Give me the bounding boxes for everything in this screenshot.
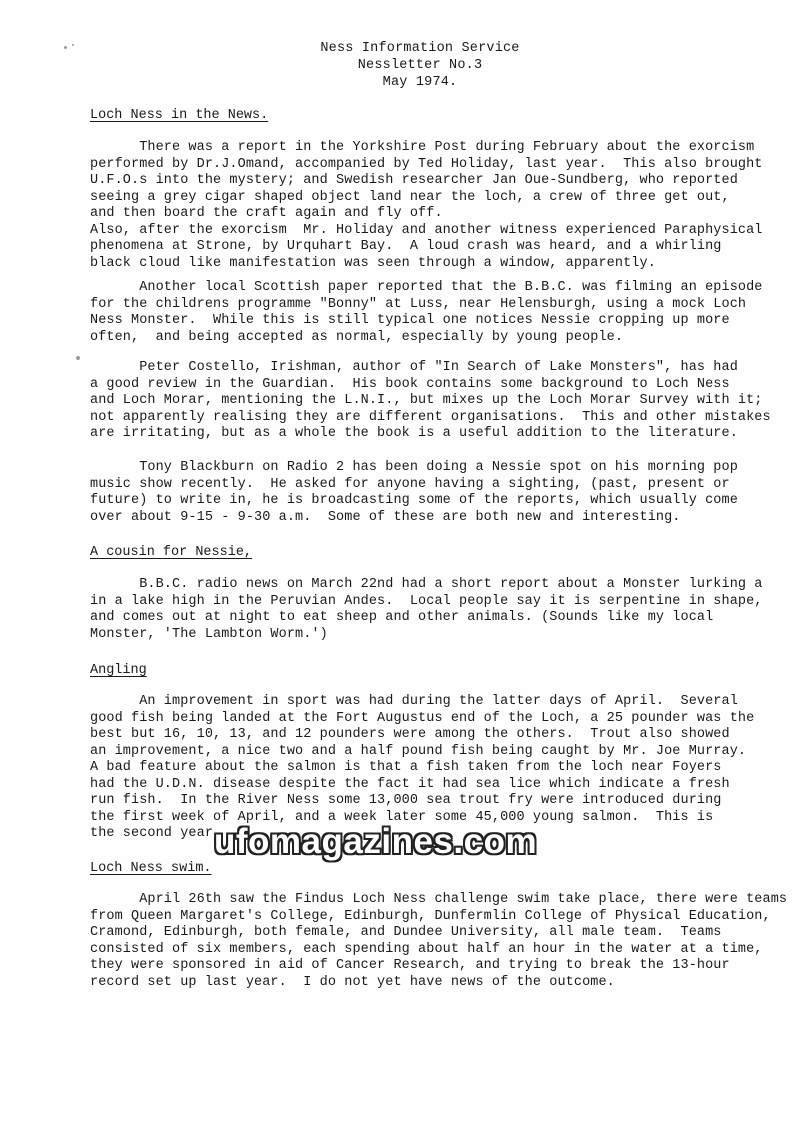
text-line: over about 9-15 - 9-30 a.m. Some of these are both new and interesting.: [90, 509, 681, 525]
header-issue: Nessletter No.3: [357, 58, 483, 73]
text-line: future) to write in, he is broadcasting some of the reports, which usually come: [90, 493, 738, 508]
paragraph-radio-2: [90, 460, 790, 526]
text-line: There was a report in the Yorkshire Post during February about the exorcism: [90, 140, 755, 155]
text-line: April 26th saw the Findus Loch Ness challenge swim take place, there were teams: [90, 892, 788, 907]
text-line: B.B.C. radio news on March 22nd had a short report about a Monster lurking a: [90, 577, 763, 592]
text-line: an improvement, a nice two and a half pound fish being caught by Mr. Joe Murray.: [90, 743, 747, 759]
text-line: performed by Dr.J.Omand, accompanied by Ted Holiday, last year. This also brought: [90, 156, 763, 172]
text-line: music show recently. He asked for anyone having a sighting, (past, present or: [90, 476, 730, 492]
paragraph-swim: [90, 892, 790, 991]
text-line: and then board the craft again and fly off.: [90, 206, 443, 221]
text-line: for the childrens programme "Bonny" at Luss, near Helensburgh, using a mock Loch: [90, 296, 747, 312]
text-line: in a lake high in the Peruvian Andes. Local people say it is serpentine in shape,: [90, 593, 763, 609]
text-line: are irritating, but as a whole the book is a useful addition to the literature.: [90, 426, 738, 441]
header-organisation: Ness Information Service: [320, 41, 520, 56]
section-heading-angling: Angling: [90, 663, 147, 678]
header-date: May 1974.: [382, 75, 458, 90]
text-line: Monster, 'The Lambton Worm.'): [90, 626, 328, 642]
text-line: Also, after the exorcism Mr. Holiday and another witness experienced Paraphysical: [90, 222, 763, 238]
paragraph-bbc-filming: [90, 280, 790, 346]
scan-speck: [76, 356, 80, 360]
watermark: ufomagazines.com: [214, 822, 538, 861]
section-heading-cousin-for-nessie: A cousin for Nessie,: [90, 545, 253, 560]
text-line: U.F.O.s into the mystery; and Swedish researcher Jan Oue-Sundberg, who reported: [90, 173, 738, 188]
paragraph-peruvian-monster: [90, 577, 790, 643]
text-line: and comes out at night to eat sheep and other animals. (Sounds like my local: [90, 610, 714, 625]
text-line: the first week of April, and a week later some 45,000 young salmon. This is: [90, 809, 714, 825]
text-line: the second year: [90, 826, 214, 841]
text-line: Tony Blackburn on Radio 2 has been doing a Nessie spot on his morning pop: [90, 460, 738, 475]
text-line: phenomena at Strone, by Urquhart Bay. A loud crash was heard, and a whirling: [90, 239, 722, 254]
text-line: and Loch Morar, mentioning the L.N.I., but mixes up the Loch Morar Survey with it;: [90, 393, 763, 408]
text-line: consisted of six members, each spending about half an hour in the water at a time,: [90, 941, 763, 957]
text-line: An improvement in sport was had during the latter days of April. Several: [90, 694, 738, 709]
paragraph-angling: [90, 694, 790, 843]
text-line: a good review in the Guardian. His book contains some background to Loch Ness: [90, 376, 730, 392]
text-line: not apparently realising they are different organisations. This and other mistakes: [90, 409, 771, 425]
text-line: run fish. In the River Ness some 13,000 sea trout fry were introduced during: [90, 793, 722, 808]
text-line: often, and being accepted as normal, especially by young people.: [90, 329, 624, 345]
text-line: Ness Monster. While this is still typical one notices Nessie cropping up more: [90, 313, 730, 328]
section-heading-loch-ness-swim: Loch Ness swim.: [90, 861, 212, 876]
text-line: black cloud like manifestation was seen through a window, apparently.: [90, 255, 656, 271]
paragraph-exorcism: [90, 140, 790, 272]
text-line: Another local Scottish paper reported that the B.B.C. was filming an episode: [90, 280, 763, 295]
text-line: A bad feature about the salmon is that a fish taken from the loch near Foyers: [90, 760, 722, 775]
newsletter-header: [0, 40, 800, 91]
text-line: good fish being landed at the Fort Augustus end of the Loch, a 25 pounder was the: [90, 710, 755, 726]
text-line: Peter Costello, Irishman, author of "In Search of Lake Monsters", has had: [90, 360, 738, 375]
text-line: they were sponsored in aid of Cancer Research, and trying to break the 13-hour: [90, 958, 730, 973]
text-line: best but 16, 10, 13, and 12 pounders were among the others. Trout also showed: [90, 727, 730, 742]
paragraph-costello-review: [90, 360, 790, 443]
text-line: Cramond, Edinburgh, both female, and Dundee University, all male team. Teams: [90, 925, 722, 940]
text-line: record set up last year. I do not yet have news of the outcome.: [90, 974, 615, 990]
section-heading-loch-ness-news: Loch Ness in the News.: [90, 108, 269, 123]
text-line: had the U.D.N. disease despite the fact it had sea lice which indicate a fresh: [90, 776, 730, 792]
text-line: from Queen Margaret's College, Edinburgh, Dunfermlin College of Physical Education,: [90, 908, 771, 924]
text-line: seeing a grey cigar shaped object land near the loch, a crew of three get out,: [90, 189, 730, 205]
